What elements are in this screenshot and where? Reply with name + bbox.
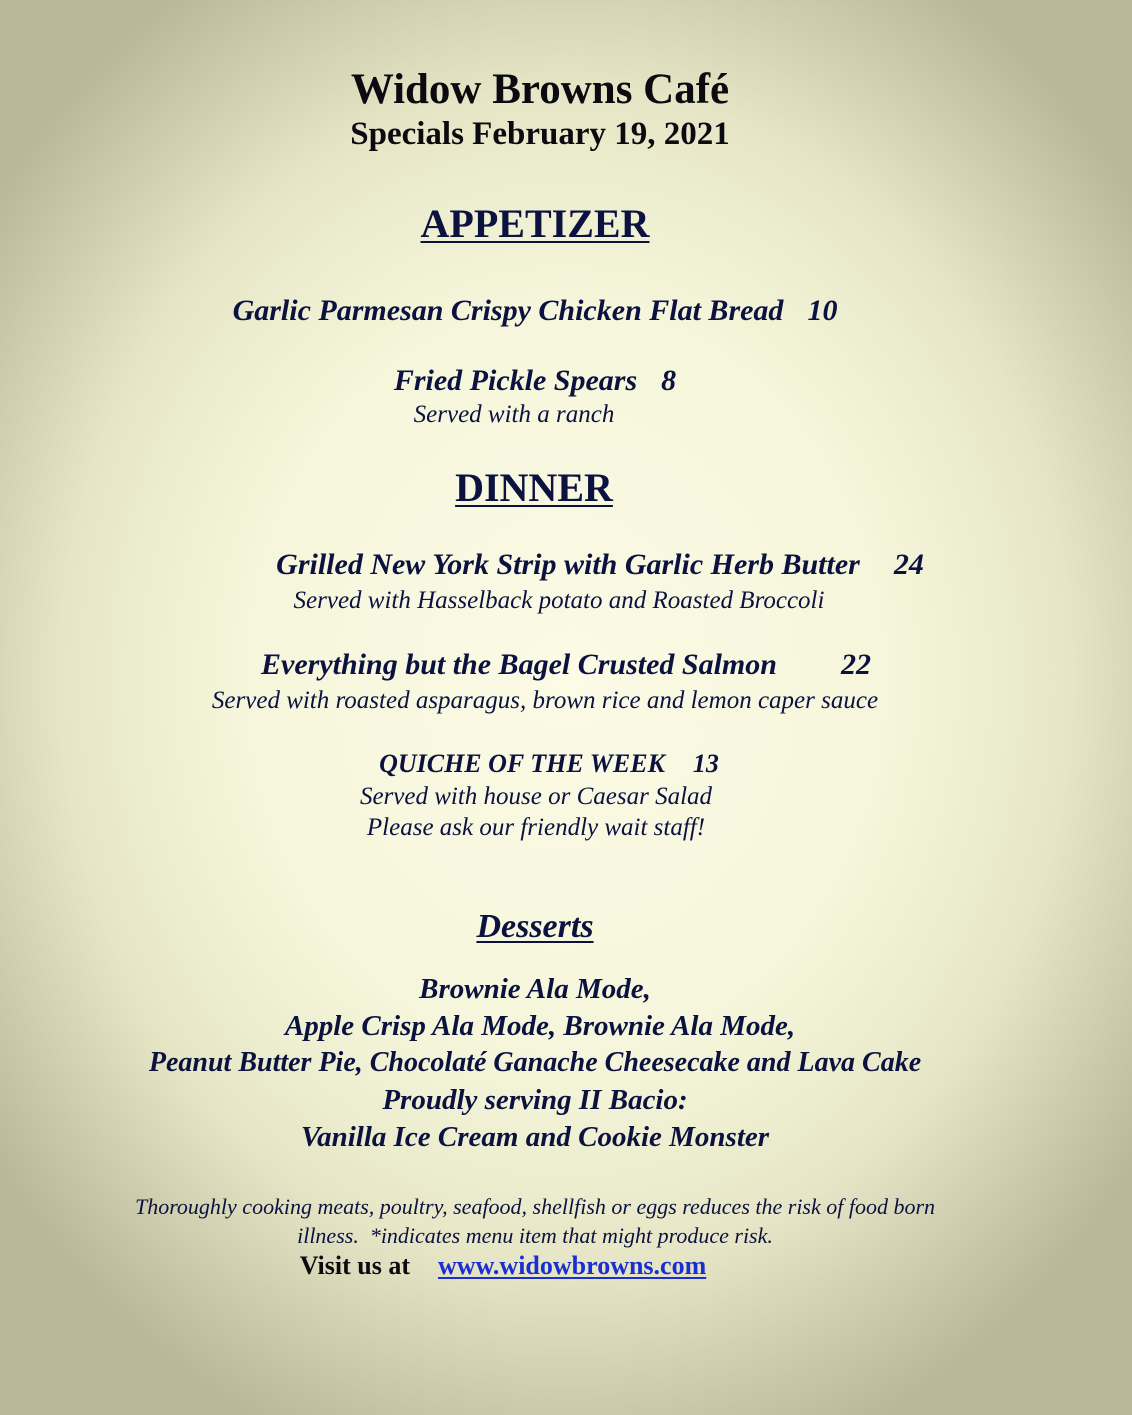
menu-item-name: Everything but the Bagel Crusted Salmon (261, 648, 777, 681)
menu-item-name: QUICHE OF THE WEEK (379, 749, 665, 778)
visit-label: Visit us at (299, 1251, 411, 1280)
website-link[interactable]: www.widowbrowns.com (438, 1251, 707, 1280)
menu-item-salmon (0, 650, 1132, 680)
menu-item-quiche (0, 751, 1098, 777)
dinner-heading: DINNER (455, 465, 613, 510)
dessert-line: Apple Crisp Ala Mode, Brownie Ala Mode, (284, 1010, 796, 1042)
menu-item-note: Please ask our friendly wait staff! (366, 814, 706, 841)
appetizer-heading: APPETIZER (420, 201, 650, 246)
page-title: Widow Browns Café (350, 66, 730, 113)
menu-item-description: Served with Hasselback potato and Roasted Broccoli (293, 587, 825, 614)
disclaimer-line: illness. *indicates menu item that might produce risk. (297, 1223, 773, 1248)
menu-item-price: 10 (807, 294, 838, 327)
menu-item-price: 8 (661, 364, 677, 397)
dessert-line: Proudly serving II Bacio: (382, 1084, 688, 1116)
dessert-line: Vanilla Ice Cream and Cookie Monster (300, 1121, 770, 1153)
menu-item-price: 22 (840, 648, 871, 681)
dessert-line: Brownie Ala Mode, (419, 973, 651, 1005)
menu-item-name: Grilled New York Strip with Garlic Herb Butter (276, 548, 860, 581)
menu-item-description: Served with roasted asparagus, brown rice and lemon caper sauce (211, 687, 879, 714)
menu-item-ny-strip (0, 550, 1132, 580)
page-subtitle: Specials February 19, 2021 (350, 116, 730, 152)
disclaimer-line: Thoroughly cooking meats, poultry, seafood, shellfish or eggs reduces the risk of food born (134, 1194, 936, 1219)
visit-line (0, 1253, 1006, 1279)
desserts-heading: Desserts (476, 908, 594, 945)
menu-item-name: Fried Pickle Spears (393, 364, 638, 397)
menu-item-price: 24 (893, 548, 924, 581)
menu-item-name: Garlic Parmesan Crispy Chicken Flat Bread (232, 294, 784, 327)
menu-item-description: Served with a ranch (413, 401, 615, 428)
menu-item-description: Served with house or Caesar Salad (359, 783, 713, 810)
menu-item-price: 13 (692, 749, 719, 778)
dessert-line: Peanut Butter Pie, Chocolaté Ganache Cheesecake and Lava Cake (148, 1047, 922, 1078)
menu-item-pickle-spears (0, 366, 1070, 396)
menu-item-flat-bread (0, 296, 1070, 326)
